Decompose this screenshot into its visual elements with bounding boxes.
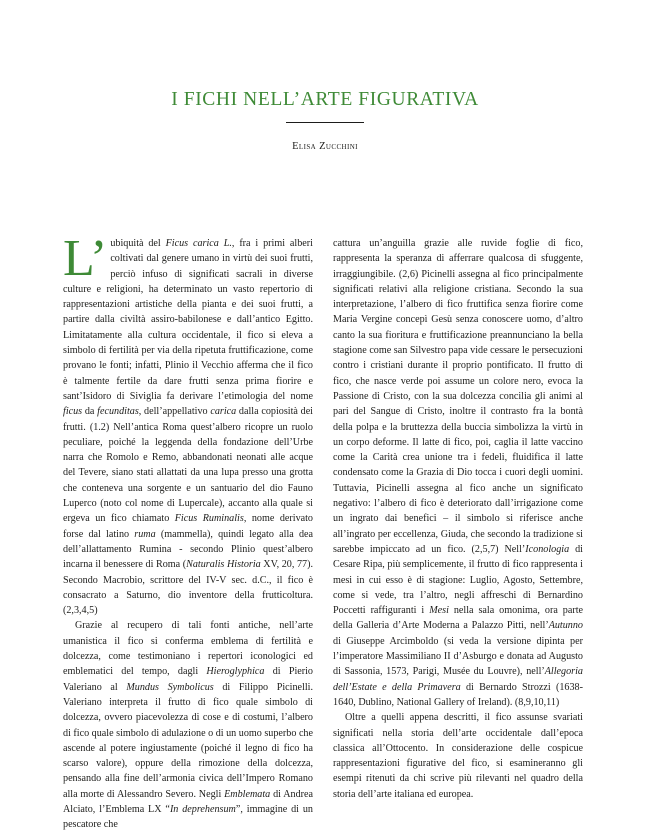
italic-term: ficus [63, 406, 83, 418]
italic-term: carica [210, 406, 237, 418]
text-run: ubiquità del [110, 238, 166, 249]
author-name: Elisa Zucchini [292, 141, 358, 152]
title-divider [286, 122, 364, 123]
paragraph-1-body [63, 230, 314, 617]
text-run: XV, 20, 77). Secondo Macrobio, scrittore del IV-V sec. d.C., il fico è consacrato a Saturno, dio inventore della frutticoltura. (2,3,4,5) [63, 559, 313, 617]
italic-term: Autunno [548, 620, 583, 632]
text-run: di Andrea Alciato, l’Emblema LX “ [63, 788, 313, 815]
italic-term: Ficus Ruminalis [174, 513, 244, 525]
text-run: , fra i primi alberi coltivati dal genere umano in virtù dei suoi frutti, perciò infuso di significati sacrali in diverse culture e religioni, ha determinato un vasto repertorio di rappresentazioni artistiche della pianta e dei suoi frutti, a partire dalla civiltà assiro-babilonese e dall’antico Egitto. Limitatamente alla cultura occidentale, il fico si eleva a simbolo di fertilità per via della ripetuta fruttificazione, come provano le fonti; infatti, Plinio il Vecchio afferma che il fico è talmente fertile da dare frutti senza prima fiorire e sant’Isidoro di Siviglia fa derivare l’etimologia del nome [63, 238, 313, 402]
paragraph-4 [333, 710, 583, 802]
italic-term: Emblemata [224, 788, 271, 800]
paragraph-3 [333, 236, 583, 710]
text-run: di Cesare Ripa, più semplicemente, il frutto di fico rappresenta i mesi in cui esso è di stagione: Luglio, Agosto, Settembre, come si vede, tra l’altro, negli affreschi di Bernardino Poccetti raffiguranti i [333, 543, 583, 617]
text-run: cattura un’anguilla grazie alle ruvide foglie di fico, rappresenta la speranza di afferrare qualcosa di sfuggente, irraggiungibile. (2,6) Picinelli assegna al fico principalmente significati relativi alla religione cristiana. Secondo la sua interpretazione, l’albero di fico fruttifica senza fiorire come Maria Vergine concepì Gesù senza conoscere uomo, d’altro canto la sua fioritura e fruttificazione preannunciano la bella stagione come san Silvestro papa vide cessare le persecuzioni contro i cristiani durante il proprio pontificato. Il frutto di fico, che nasce verde poi assume un colore nero, evoca la Passione di Cristo, con la sua dolcezza concilia gli animi al pari del Sangue di Cristo, inoltre il contrasto fra la bontà della polpa e la bruttezza della buccia simbolizza la virtù in un corpo deforme. Il latte di fico, poi, caglia il latte vaccino come la Carità crea unione tra i fedeli, fluidifica il latte condensato come la Grazia di Dio tocca i cuori degli uomini. Tuttavia, Picinelli assegna al fico anche un significato negativo: l’albero di fico è deteriorato dall’irrigazione come un ingrato dai benefici – il simbolo si riferisce anche all’ingrato per eccellenza, Giuda, che secondo la tradizione si sarebbe impiccato ad un fico. (2,5,7) Nell’ [333, 238, 583, 555]
text-run: Oltre a quelli appena descritti, il fico assunse svariati significati nella storia dell’arte occidentale dall’epoca classica all’Ottocento. In considerazione delle cospicue rappresentazioni figurative del fico, si esamineranno gli esempi ritenuti da chi scrive più rilevanti nel quadro della storia dell’arte italiana ed europea. [333, 712, 583, 800]
text-run: (mammella), quindi legato alla dea dell’allattamento Rumina - secondo Plinio quest’albero incarna il benessere di Roma ( [63, 528, 314, 571]
paragraph-1 [63, 230, 314, 618]
italic-term: Naturalis Historia [186, 559, 261, 571]
italic-term: Ficus carica L. [165, 238, 232, 249]
paragraph-2 [63, 618, 313, 832]
right-column [333, 236, 583, 802]
text-run: di Filippo Picinelli. Valeriano interpreta il frutto di fico quale simbolo di dolcezza, ovvero piacevolezza di cose e di costumi, l’albero di fico quale simbolo di adulazione o di un uomo superbo che ascende al potere ingiustamente (poiché il legno di fico ha scarso valore), oppure della rimozione della dolcezza, pensando alla fine dell’armonia civica dell’Impero Romano alla morte di Alessandro Severo. Negli [63, 681, 313, 800]
article-title: I FICHI NELL’ARTE FIGURATIVA [171, 89, 479, 110]
italic-term: Hieroglyphica [206, 666, 265, 678]
text-run: , nome derivato forse dal latino [63, 513, 313, 540]
text-run: ”, immagine di un pescatore che [63, 803, 313, 831]
italic-term: fecunditas [97, 406, 139, 418]
text-run: da [82, 406, 98, 418]
italic-term: Iconologia [525, 543, 570, 555]
text-run: di Bernardo Strozzi (1638-1640, Dublino, National Gallery of Ireland). (8,9,10,11) [333, 681, 583, 708]
text-run: , dell’appellativo [138, 406, 211, 418]
italic-term: ruma [134, 528, 156, 540]
text-run: di Pierio Valeriano al [63, 666, 313, 693]
drop-cap: L’ [63, 230, 108, 287]
text-run: nella sala omonima, ora parte della Galleria d’Arte Moderna a Palazzo Pitti, nell’ [333, 605, 583, 632]
text-run: Grazie al recupero di tali fonti antiche, nell’arte umanistica il fico si conferma emblema di fertilità e dolcezza, come testimoniano i repertori iconologici ed emblematici del tempo, dagli [63, 620, 313, 678]
italic-term: Mesi [429, 605, 449, 617]
text-run: di Giuseppe Arcimboldo (si veda la versione dipinta per l’imperatore Massimiliano II d’Asburgo e donata ad Augusto di Sassonia, 1573, Parigi, Musée du Louvre), nell’ [333, 635, 583, 678]
left-column [63, 230, 314, 833]
italic-term: Mundus Symbolicus [126, 681, 214, 693]
text-run: dalla copiosità dei frutti. (1.2) Nell’antica Roma quest’albero ricopre un ruolo peculiare, poiché la leggenda della fondazione dell’Urbe narra che Romolo e Remo, abbandonati neonati alle acque del Tevere, siano stati allattati da una lupa presso una grotta che conteneva una sorgente e un santuario del dio Fauno Luperco (noto col nome di Lupercale), accanto alla quale si ergeva un fico chiamato [63, 406, 314, 525]
italic-term: Allegoria dell’Estate e della Primavera [333, 666, 583, 693]
italic-term: In deprehensum [169, 803, 236, 815]
